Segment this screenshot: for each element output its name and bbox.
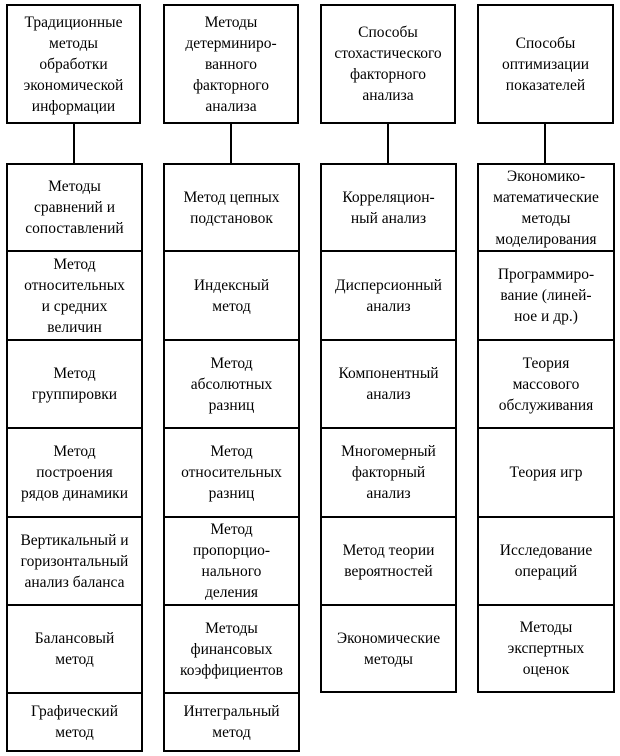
col4-connector	[544, 124, 546, 163]
col2-connector	[230, 124, 232, 163]
col1-header: Традиционные методы обработки экономической информации	[6, 4, 141, 124]
col2-item-6: Методы финансовых коэффициентов	[165, 606, 298, 694]
col4-item-5: Исследование операций	[479, 518, 613, 606]
col3-item-6: Экономические методы	[336, 629, 441, 668]
col4-item-2: Программиро- вание (линей- ное и др.)	[479, 252, 613, 341]
col4-methods-list	[477, 163, 615, 693]
col4-header: Способы оптимизации показателей	[477, 4, 614, 124]
col3-item-1: Корреляцион- ный анализ	[322, 165, 455, 252]
col3-header: Способы стохастического факторного анализа	[320, 4, 456, 124]
col2-item-3: Метод абсолютных разниц	[165, 341, 298, 429]
col2-item-5: Метод пропорцио- нального деления	[165, 518, 298, 606]
col2-header: Методы детерминиро- ванного факторного анализа	[163, 4, 299, 124]
col2-item-4: Метод относительных разниц	[165, 429, 298, 518]
col1-item-3: Метод группировки	[8, 341, 141, 429]
col4-item-6: Методы экспертных оценок	[507, 619, 585, 678]
col3-item-5: Метод теории вероятностей	[322, 518, 455, 606]
col3-methods-list	[320, 163, 457, 693]
col2-methods-list	[163, 163, 300, 752]
col1-methods-list	[6, 163, 143, 752]
col4-item-3: Теория массового обслуживания	[479, 341, 613, 429]
col3-connector	[387, 124, 389, 163]
col2-item-7: Интегральный метод	[183, 703, 280, 741]
col3-item-2: Дисперсионный анализ	[322, 252, 455, 341]
col1-item-1: Методы сравнений и сопоставлений	[8, 165, 141, 252]
col2-item-1: Метод цепных подстановок	[165, 165, 298, 252]
col1-item-7: Графический метод	[30, 703, 118, 741]
col2-item-2: Индексный метод	[165, 252, 298, 341]
col4-item-4: Теория игр	[479, 429, 613, 518]
col1-item-5: Вертикальный и горизонтальный анализ баланса	[8, 518, 141, 606]
col1-item-4: Метод построения рядов динамики	[8, 429, 141, 518]
col3-item-3: Компонентный анализ	[322, 341, 455, 429]
col1-item-2: Метод относительных и средних величин	[8, 252, 141, 341]
col4-item-1: Экономико- математические методы моделирования	[479, 165, 613, 252]
col1-connector	[73, 124, 75, 163]
col1-item-6: Балансовый метод	[8, 606, 141, 694]
col3-item-4: Многомерный факторный анализ	[322, 429, 455, 518]
